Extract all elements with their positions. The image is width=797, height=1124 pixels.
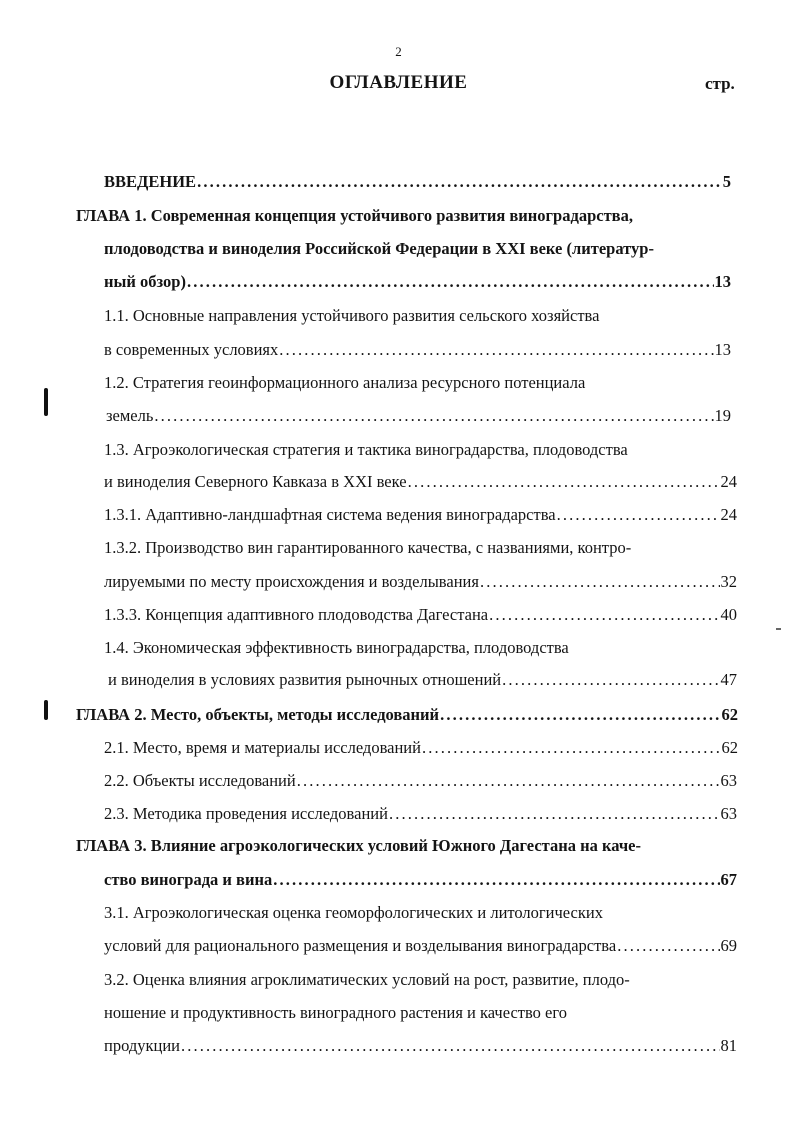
dot-leader <box>408 472 720 492</box>
toc-entry-title: 2.3. Методика проведения исследований <box>104 804 388 823</box>
toc-entry-title: 1.3.1. Адаптивно-ландшафтная система ведения виноградарства <box>104 505 556 524</box>
toc-chapter-2[interactable] <box>76 705 738 725</box>
toc-section-1-3-3[interactable] <box>104 605 737 625</box>
page-title: ОГЛАВЛЕНИЕ <box>329 72 468 93</box>
dot-leader <box>557 505 720 525</box>
toc-section-3-2-line3[interactable] <box>104 1036 737 1056</box>
toc-entry-title: в современных условиях <box>104 340 279 359</box>
dot-leader <box>502 670 719 690</box>
toc-section-2-3[interactable] <box>104 804 737 824</box>
toc-section-1-3-2-line1[interactable]: 1.3.2. Производство вин гарантированного качества, с названиями, контро- <box>104 538 632 557</box>
toc-section-1-3-line2[interactable] <box>104 472 737 492</box>
toc-section-1-4-line1[interactable]: 1.4. Экономическая эффективность виноградарства, плодоводства <box>104 638 569 657</box>
toc-entry-title: и виноделия Северного Кавказа в XXI веке <box>104 472 407 491</box>
toc-entry-title: ство винограда и вина <box>104 870 273 889</box>
dot-leader <box>273 870 719 890</box>
toc-section-3-1-line1[interactable]: 3.1. Агроэкологическая оценка геоморфологических и литологических <box>104 903 603 922</box>
toc-section-1-4-line2[interactable] <box>108 670 737 690</box>
toc-entry-title: 2.2. Объекты исследований <box>104 771 296 790</box>
toc-section-1-3-line1[interactable]: 1.3. Агроэкологическая стратегия и тактика виноградарства, плодоводства <box>104 440 628 459</box>
dot-leader <box>489 605 719 625</box>
toc-entry-page: 63 <box>720 771 737 790</box>
toc-entry-page: 5 <box>722 172 731 191</box>
scan-speck <box>776 628 781 630</box>
toc-entry-page: 40 <box>720 605 737 624</box>
toc-chapter-1-line3[interactable] <box>104 272 731 292</box>
toc-entry-page: 81 <box>720 1036 737 1055</box>
toc-entry-page: 62 <box>721 738 738 757</box>
toc-entry-page: 24 <box>720 505 737 524</box>
dot-leader <box>154 406 713 426</box>
dot-leader <box>181 1036 719 1056</box>
dot-leader <box>279 340 713 360</box>
toc-entry-title: 1.3.3. Концепция адаптивного плодоводства Дагестана <box>104 605 489 624</box>
dot-leader <box>187 272 714 292</box>
toc-entry-title: ВВЕДЕНИЕ <box>104 172 197 191</box>
dot-leader <box>617 936 719 956</box>
toc-section-1-1-line2[interactable] <box>104 340 731 360</box>
toc-entry-page: 69 <box>720 936 737 955</box>
toc-entry-title: ГЛАВА 2. Место, объекты, методы исследований <box>76 705 440 724</box>
toc-section-2-1[interactable] <box>104 738 738 758</box>
toc-section-1-1-line1[interactable]: 1.1. Основные направления устойчивого развития сельского хозяйства <box>104 306 600 325</box>
toc-section-1-3-1[interactable] <box>104 505 737 525</box>
toc-entry-title: продукции <box>104 1036 181 1055</box>
toc-entry-page: 13 <box>714 340 731 359</box>
toc-entry-page: 47 <box>720 670 737 689</box>
toc-entry-page: 32 <box>720 572 737 591</box>
scan-mark <box>44 388 48 416</box>
dot-leader <box>422 738 721 758</box>
toc-chapter-1-line1[interactable]: ГЛАВА 1. Современная концепция устойчивого развития виноградарства, <box>76 206 633 225</box>
toc-entry-title: 2.1. Место, время и материалы исследований <box>104 738 421 757</box>
toc-section-2-2[interactable] <box>104 771 737 791</box>
dot-leader <box>197 172 722 192</box>
toc-chapter-3-line1[interactable]: ГЛАВА 3. Влияние агроэкологических условий Южного Дагестана на каче- <box>76 836 641 855</box>
toc-section-1-3-2-line2[interactable] <box>104 572 737 592</box>
dot-leader <box>480 572 720 592</box>
toc-section-3-2-line1[interactable]: 3.2. Оценка влияния агроклиматических условий на рост, развитие, плодо- <box>104 970 630 989</box>
dot-leader <box>389 804 720 824</box>
toc-entry-page: 67 <box>720 870 737 889</box>
toc-entry-page: 24 <box>720 472 737 491</box>
toc-section-1-2-line1[interactable]: 1.2. Стратегия геоинформационного анализа ресурсного потенциала <box>104 373 586 392</box>
toc-entry-page: 13 <box>714 272 731 291</box>
toc-section-1-2-line2[interactable] <box>106 406 731 426</box>
dot-leader <box>440 705 720 725</box>
toc-entry-intro[interactable] <box>104 172 731 192</box>
toc-entry-page: 63 <box>720 804 737 823</box>
toc-entry-page: 62 <box>721 705 738 724</box>
toc-chapter-1-line2[interactable]: плодоводства и виноделия Российской Федерации в XXI веке (литератур- <box>104 239 654 258</box>
page-number: 2 <box>395 44 402 59</box>
toc-section-3-1-line2[interactable] <box>104 936 737 956</box>
toc-chapter-3-line2[interactable] <box>104 870 737 890</box>
page-column-label: стр. <box>705 74 735 93</box>
toc-entry-title: и виноделия в условиях развития рыночных отношений <box>108 670 502 689</box>
toc-entry-title: условий для рационального размещения и возделывания виноградарства <box>104 936 617 955</box>
toc-section-3-2-line2[interactable]: ношение и продуктивность виноградного растения и качество его <box>104 1003 567 1022</box>
toc-entry-title: ный обзор) <box>104 272 186 291</box>
scan-mark <box>44 700 48 720</box>
toc-entry-title: земель <box>106 406 154 425</box>
toc-entry-page: 19 <box>714 406 731 425</box>
toc-entry-title: лируемыми по месту происхождения и возделывания <box>104 572 479 591</box>
dot-leader <box>297 771 720 791</box>
